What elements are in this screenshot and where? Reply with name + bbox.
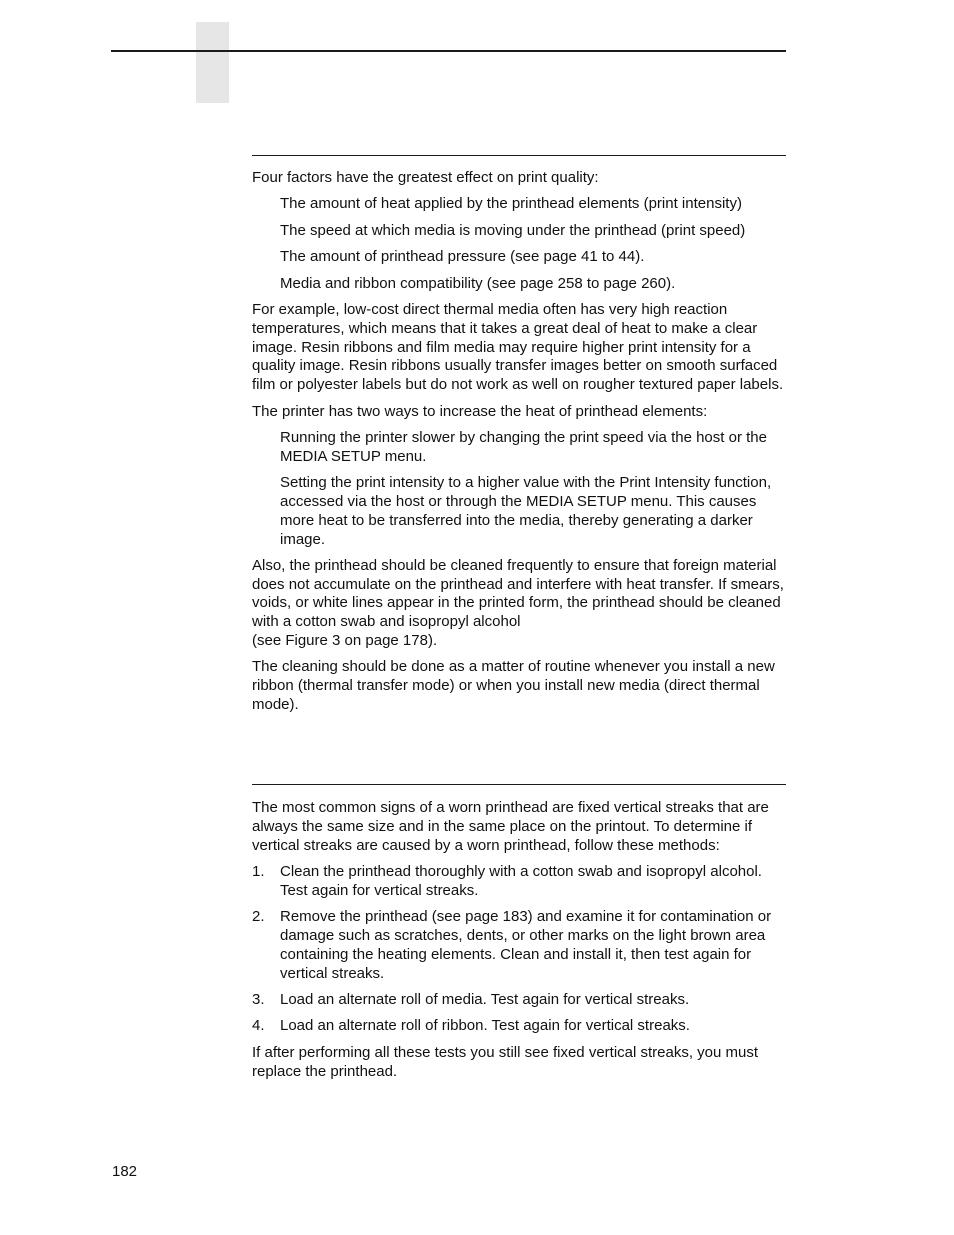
print-quality-intro: Four factors have the greatest effect on print quality: bbox=[252, 169, 599, 186]
page-number: 182 bbox=[112, 1163, 138, 1180]
cleaning-figure-reference: (see Figure 3 on page 178). bbox=[252, 632, 438, 650]
step-text: Remove the printhead (see page 183) and examine it for contamination or damage such as scratches, dents, or other marks on the light brown area containing the heating elements. Clean and install it, then test again for vertical streaks. bbox=[280, 908, 772, 982]
factor-item: The amount of heat applied by the printhead elements (print intensity) bbox=[280, 195, 742, 213]
heat-way-item: Setting the print intensity to a higher value with the Print Intensity function, accessed via the host or through the MEDIA SETUP menu. This causes more heat to be transferred into the media, thereby generating a darker image. bbox=[280, 474, 772, 548]
factor-item: The speed at which media is moving under the printhead (print speed) bbox=[280, 221, 746, 239]
step-number: 2. bbox=[252, 908, 265, 926]
heat-ways-intro: The printer has two ways to increase the heat of printhead elements: bbox=[252, 402, 708, 420]
example-paragraph: For example, low-cost direct thermal media often has very high reaction temperatures, which means that it takes a great deal of heat to make a clear image. Resin ribbons and film media may require higher print intensity for a quality image. Resin ribbons usually transfer images better on smooth surfaced film or polyester labels but do not work as well on rougher textured paper labels. bbox=[252, 300, 784, 394]
step-text: Load an alternate roll of ribbon. Test again for vertical streaks. bbox=[280, 1017, 690, 1035]
step-number: 3. bbox=[252, 990, 265, 1008]
worn-printhead-conclusion: If after performing all these tests you still see fixed vertical streaks, you must replace the printhead. bbox=[252, 1043, 759, 1080]
section-worn-printhead bbox=[252, 799, 787, 1089]
worn-printhead-intro: The most common signs of a worn printhead are fixed vertical streaks that are always the same size and in the same place on the printout. To determine if vertical streaks are caused by a worn printhead, follow these methods: bbox=[252, 799, 769, 854]
heat-way-item: Running the printer slower by changing the print speed via the host or the MEDIA SETUP menu. bbox=[280, 428, 767, 465]
section-print-quality bbox=[252, 169, 787, 722]
factor-item: Media and ribbon compatibility (see page 258 to page 260). bbox=[280, 274, 676, 292]
section-rule-print-quality bbox=[252, 155, 786, 156]
section-rule-worn-printhead bbox=[252, 784, 786, 785]
step-number: 1. bbox=[252, 862, 265, 880]
cleaning-paragraph bbox=[252, 557, 787, 651]
header-rule bbox=[111, 50, 786, 52]
step-number: 4. bbox=[252, 1017, 265, 1035]
chapter-tab-block bbox=[196, 22, 229, 103]
numbered-step bbox=[252, 991, 787, 1010]
numbered-step bbox=[252, 908, 787, 983]
step-text: Load an alternate roll of media. Test again for vertical streaks. bbox=[280, 990, 690, 1008]
numbered-step bbox=[252, 1017, 787, 1036]
step-text: Clean the printhead thoroughly with a cotton swab and isopropyl alcohol. Test again for vertical streaks. bbox=[280, 862, 762, 899]
cleaning-text: Also, the printhead should be cleaned frequently to ensure that foreign material does not accumulate on the printhead and interfere with heat transfer. If smears, voids, or white lines appear in the printed form, the printhead should be cleaned with a cotton swab and isopropyl alcohol bbox=[252, 556, 784, 631]
numbered-step bbox=[252, 863, 787, 901]
routine-paragraph: The cleaning should be done as a matter of routine whenever you install a new ribbon (thermal transfer mode) or when you install new media (direct thermal mode). bbox=[252, 658, 775, 714]
factor-item: The amount of printhead pressure (see page 41 to 44). bbox=[280, 248, 645, 266]
